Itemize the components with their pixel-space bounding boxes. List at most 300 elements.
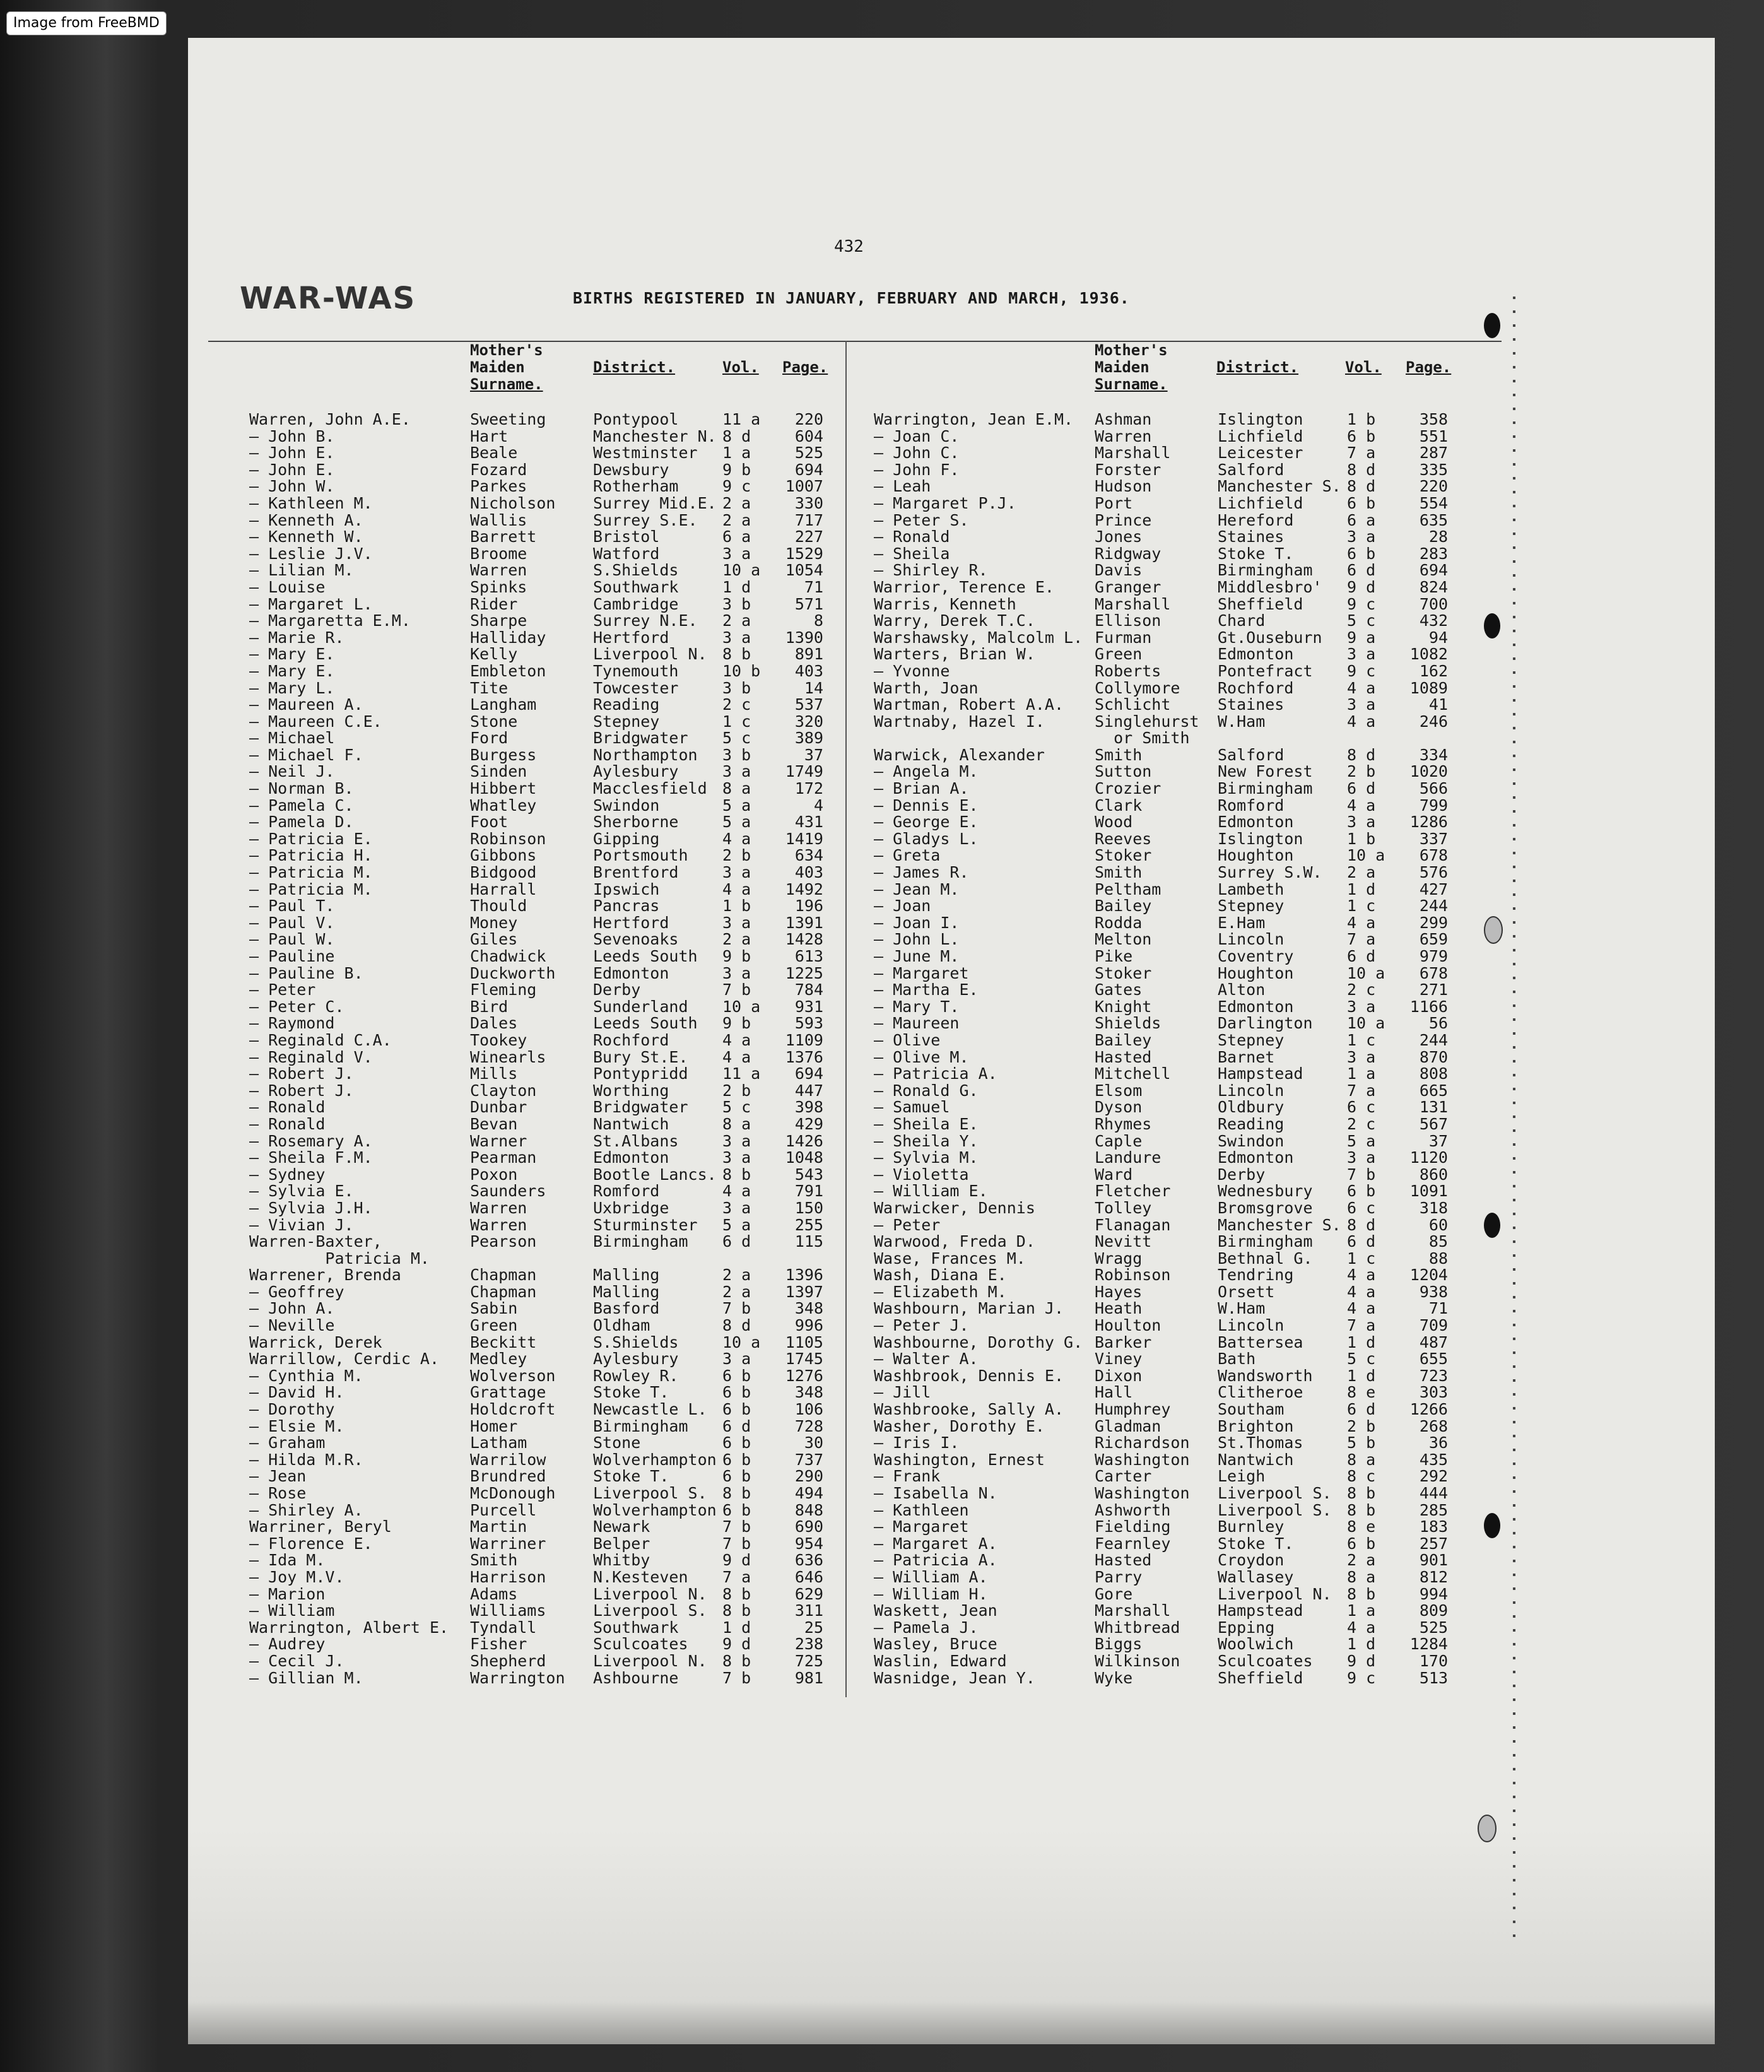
entry-page: 901	[1419, 1551, 1448, 1570]
entry-district: Towcester	[593, 678, 679, 697]
entry-name: — Pamela J.	[874, 1618, 979, 1637]
entry-page: 1391	[785, 913, 823, 932]
entry-district: Leeds South	[593, 947, 698, 965]
entry-vol: 2 a	[722, 1266, 751, 1285]
entry-vol: 5 a	[722, 813, 751, 832]
entry-name: — Mary T.	[874, 997, 960, 1016]
entry-vol: 2 b	[722, 846, 751, 865]
entry-district: Wolverhampton	[593, 1500, 717, 1519]
entry-mothers-maiden: Beale	[470, 444, 518, 462]
entry-vol: 2 a	[722, 510, 751, 529]
entry-page: 292	[1419, 1467, 1448, 1486]
entry-name: — William E.	[874, 1182, 988, 1201]
entry-page: 635	[1419, 510, 1448, 529]
entry-name: Warters, Brian W.	[874, 645, 1035, 664]
entry-page: 28	[1428, 527, 1448, 546]
entry-name: — Maureen C.E.	[249, 712, 382, 731]
entry-district: Stone	[593, 1433, 641, 1452]
binding-hole	[1484, 1513, 1500, 1538]
entry-name: Wash, Diana E.	[874, 1266, 1007, 1285]
entry-name: — Violetta	[874, 1165, 969, 1184]
right-mothers-maiden-header	[1095, 342, 1168, 393]
entry-name: Warrington, Albert E.	[249, 1618, 449, 1637]
entry-mothers-maiden: Warren	[1095, 427, 1152, 445]
entry-vol: 7 b	[722, 1517, 751, 1536]
entry-mothers-maiden: Chapman	[470, 1282, 537, 1301]
entry-mothers-maiden: Roberts	[1095, 661, 1161, 680]
entry-vol: 6 b	[1347, 427, 1376, 445]
entry-mothers-maiden: Wood	[1095, 813, 1133, 832]
entry-mothers-maiden: Tolley	[1095, 1198, 1152, 1217]
entry-page: 162	[1419, 661, 1448, 680]
entry-page: 1082	[1409, 645, 1448, 664]
entry-name: — Gillian M.	[249, 1668, 363, 1687]
entry-district: Lichfield	[1218, 493, 1303, 512]
entry-vol: 1 c	[1347, 897, 1376, 915]
entry-mothers-maiden: Hasted	[1095, 1551, 1152, 1570]
entry-district: Malling	[593, 1282, 660, 1301]
entry-mothers-maiden: Washington	[1095, 1484, 1190, 1502]
entry-vol: 7 b	[1347, 1165, 1376, 1184]
entry-vol: 6 b	[722, 1383, 751, 1402]
entry-vol: 6 d	[722, 1232, 751, 1251]
entry-page: 170	[1419, 1651, 1448, 1670]
entry-mothers-maiden: Bird	[470, 997, 509, 1016]
entry-page: 996	[794, 1316, 823, 1335]
entry-name: — Patricia M.	[249, 880, 373, 898]
entry-page: 1749	[785, 762, 823, 781]
entry-district: Hertford	[593, 628, 669, 647]
entry-page: 728	[794, 1416, 823, 1435]
entry-district: Stoke T.	[593, 1467, 669, 1486]
entry-mothers-maiden: Warriner	[470, 1534, 546, 1553]
entry-vol: 10 a	[722, 561, 761, 580]
entry-mothers-maiden: Shields	[1095, 1014, 1161, 1033]
entry-district: Macclesfield	[593, 779, 707, 798]
entry-name: — Sheila Y.	[874, 1131, 979, 1150]
entry-district: Oldbury	[1218, 1098, 1285, 1117]
entry-page: 1276	[785, 1366, 823, 1385]
entry-mothers-maiden: Warren	[470, 561, 527, 580]
entry-mothers-maiden: Hasted	[1095, 1047, 1152, 1066]
entry-name: — Dennis E.	[874, 796, 979, 815]
entry-page: 283	[1419, 544, 1448, 563]
entry-name: Waslin, Edward	[874, 1651, 1007, 1670]
header-line: Maiden	[1095, 358, 1150, 376]
entry-district: Basford	[593, 1299, 660, 1318]
entry-district: Surrey Mid.E.	[593, 493, 717, 512]
entry-page: 71	[1428, 1299, 1448, 1318]
left-page-header	[782, 359, 828, 376]
entry-vol: 3 a	[722, 1350, 751, 1369]
entry-mothers-maiden: Ashworth	[1095, 1500, 1171, 1519]
entry-name: — Cynthia M.	[249, 1366, 363, 1385]
entry-page: 14	[804, 678, 823, 697]
entry-district: Croydon	[1218, 1551, 1285, 1570]
entry-page: 403	[794, 863, 823, 882]
index-range: WAR-WAS	[240, 281, 416, 316]
entry-page: 659	[1419, 930, 1448, 949]
entry-vol: 9 d	[722, 1551, 751, 1570]
entry-page: 255	[794, 1215, 823, 1234]
entry-page: 403	[794, 661, 823, 680]
entry-page: 320	[794, 712, 823, 731]
entry-page: 629	[794, 1584, 823, 1603]
entry-district: Portsmouth	[593, 846, 688, 865]
entry-mothers-maiden: Viney	[1095, 1350, 1143, 1369]
entry-page: 444	[1419, 1484, 1448, 1502]
entry-mothers-maiden: Warren	[470, 1215, 527, 1234]
entry-page: 709	[1419, 1316, 1448, 1335]
entry-district: Lichfield	[1218, 427, 1303, 445]
entry-name: — Jean	[249, 1467, 307, 1486]
entry-mothers-maiden: Stoker	[1095, 846, 1152, 865]
entry-district: Houghton	[1218, 846, 1294, 865]
entry-district: Birmingham	[593, 1416, 688, 1435]
entry-mothers-maiden: Spinks	[470, 577, 527, 596]
entry-mothers-maiden: Pearman	[470, 1148, 537, 1167]
entry-page: 398	[794, 1098, 823, 1117]
entry-mothers-maiden: Dyson	[1095, 1098, 1143, 1117]
entry-vol: 6 b	[722, 1366, 751, 1385]
entry-mothers-maiden: Rhymes	[1095, 1114, 1152, 1133]
entry-district: Bromsgrove	[1218, 1198, 1313, 1217]
entry-mothers-maiden: Wyke	[1095, 1668, 1133, 1687]
entry-page: 30	[804, 1433, 823, 1452]
entry-page: 389	[794, 729, 823, 748]
entry-page: 809	[1419, 1601, 1448, 1620]
entry-mothers-maiden: Langham	[470, 695, 537, 714]
entry-name: — Peter J.	[874, 1316, 969, 1335]
entry-mothers-maiden: Ward	[1095, 1165, 1133, 1184]
entry-district: Pontypool	[593, 410, 679, 428]
entry-page: 299	[1419, 913, 1448, 932]
entry-name: — Marion	[249, 1584, 326, 1603]
entry-vol: 8 d	[1347, 1215, 1376, 1234]
entry-vol: 7 a	[1347, 930, 1376, 949]
entry-name: — Paul T.	[249, 897, 335, 915]
entry-name: — Mary E.	[249, 661, 335, 680]
entry-district: Stoke T.	[1218, 544, 1294, 563]
entry-name: Wartnaby, Hazel I.	[874, 712, 1045, 731]
entry-page: 1166	[1409, 997, 1448, 1016]
page-heading: BIRTHS REGISTERED IN JANUARY, FEBRUARY AND MARCH, 1936.	[573, 289, 1130, 307]
entry-vol: 9 d	[1347, 1651, 1376, 1670]
entry-district: Darlington	[1218, 1014, 1313, 1033]
entry-vol: 6 d	[1347, 779, 1376, 798]
entry-page: 432	[1419, 611, 1448, 630]
entry-name: Warren, John A.E.	[249, 410, 411, 428]
entry-district: Sheffield	[1218, 1668, 1303, 1687]
entry-district: Lambeth	[1218, 880, 1285, 898]
entry-district: New Forest	[1218, 762, 1313, 781]
entry-name: — Ronald	[874, 527, 950, 546]
entry-name: — Ronald G.	[874, 1081, 979, 1100]
entry-mothers-maiden: Whitbread	[1095, 1618, 1180, 1637]
entry-name: — Greta	[874, 846, 941, 865]
entry-name: — Rose	[249, 1484, 307, 1502]
entry-name: — Iris I.	[874, 1433, 960, 1452]
entry-vol: 3 b	[722, 745, 751, 764]
entry-name: — Sylvia J.H.	[249, 1198, 373, 1217]
entry-mothers-maiden: Davis	[1095, 561, 1143, 580]
entry-mothers-maiden: Warrilow	[470, 1450, 546, 1469]
entry-page: 1745	[785, 1350, 823, 1369]
entry-page: 551	[1419, 427, 1448, 445]
entry-vol: 2 a	[722, 611, 751, 630]
header-line: Mother's	[1095, 341, 1168, 359]
entry-district: Aylesbury	[593, 762, 679, 781]
entry-mothers-maiden: Wilkinson	[1095, 1651, 1180, 1670]
entry-name: Warrington, Jean E.M.	[874, 410, 1074, 428]
entry-vol: 6 b	[1347, 493, 1376, 512]
entry-page: 271	[1419, 980, 1448, 999]
entry-page: 737	[794, 1450, 823, 1469]
entry-district: Manchester S.	[1218, 477, 1341, 496]
entry-vol: 7 b	[722, 1668, 751, 1687]
entry-mothers-maiden: Sutton	[1095, 762, 1152, 781]
entry-name: Wasnidge, Jean Y.	[874, 1668, 1035, 1687]
entry-page: 429	[794, 1114, 823, 1133]
entry-vol: 1 c	[1347, 1030, 1376, 1049]
entry-district: Malling	[593, 1266, 660, 1285]
entry-name: — Isabella N.	[874, 1484, 997, 1502]
entry-vol: 8 e	[1347, 1383, 1376, 1402]
entry-page: 784	[794, 980, 823, 999]
entry-vol: 3 a	[722, 1131, 751, 1150]
entry-vol: 7 a	[1347, 444, 1376, 462]
entry-mothers-maiden: Hall	[1095, 1383, 1133, 1402]
entry-vol: 4 a	[1347, 1299, 1376, 1318]
entry-vol: 9 c	[1347, 594, 1376, 613]
entry-vol: 5 c	[722, 729, 751, 748]
entry-name: — Robert J.	[249, 1081, 354, 1100]
entry-name: Warwood, Freda D.	[874, 1232, 1035, 1251]
entry-name: — Leah	[874, 477, 931, 496]
entry-page: 848	[794, 1500, 823, 1519]
entry-mothers-maiden: Wragg	[1095, 1249, 1143, 1268]
entry-district: Derby	[1218, 1165, 1266, 1184]
entry-mothers-maiden: Nevitt	[1095, 1232, 1152, 1251]
entry-vol: 6 d	[1347, 1232, 1376, 1251]
entry-name: — John C.	[874, 444, 960, 462]
entry-page: 1120	[1409, 1148, 1448, 1167]
entry-district: Sherborne	[593, 813, 679, 832]
margin-dots	[1513, 297, 1515, 1937]
entry-district: Gt.Ouseburn	[1218, 628, 1322, 647]
entry-district: Bootle Lancs.	[593, 1165, 717, 1184]
entry-vol: 5 b	[1347, 1433, 1376, 1452]
entry-mothers-maiden: Saunders	[470, 1182, 546, 1201]
entry-page: 1204	[1409, 1266, 1448, 1285]
entry-vol: 2 c	[1347, 980, 1376, 999]
column-separator	[845, 341, 847, 1697]
entry-district: Pancras	[593, 897, 660, 915]
entry-name: — Margaret	[874, 1517, 969, 1536]
entry-name: — Patricia E.	[249, 829, 373, 848]
entry-name: — John F.	[874, 460, 960, 479]
entry-page: 860	[1419, 1165, 1448, 1184]
entry-mothers-maiden: Fletcher	[1095, 1182, 1171, 1201]
entry-name: — Marie R.	[249, 628, 344, 647]
entry-district: Bristol	[593, 527, 660, 546]
entry-mothers-maiden: Bailey	[1095, 1030, 1152, 1049]
entry-mothers-maiden: Ford	[470, 729, 509, 748]
source-watermark: Image from FreeBMD	[6, 11, 167, 35]
entry-district: Epping	[1218, 1618, 1275, 1637]
entry-vol: 3 a	[1347, 695, 1376, 714]
binding-hole	[1484, 613, 1500, 639]
entry-district: Ipswich	[593, 880, 660, 898]
entry-name: — William	[249, 1601, 335, 1620]
entry-page: 335	[1419, 460, 1448, 479]
entry-page: 183	[1419, 1517, 1448, 1536]
entry-vol: 8 a	[722, 1114, 751, 1133]
entry-vol: 9 c	[1347, 1668, 1376, 1687]
entry-mothers-maiden: Barrett	[470, 527, 537, 546]
entry-name: — David H.	[249, 1383, 344, 1402]
entry-mothers-maiden: Bailey	[1095, 897, 1152, 915]
entry-district: Lincoln	[1218, 930, 1285, 949]
entry-name: — Martha E.	[874, 980, 979, 999]
entry-page: 1048	[785, 1148, 823, 1167]
entry-mothers-maiden: Medley	[470, 1350, 527, 1369]
entry-mothers-maiden: Rider	[470, 594, 518, 613]
entry-name: — Hilda M.R.	[249, 1450, 363, 1469]
entry-district: Aylesbury	[593, 1350, 679, 1369]
entry-district: Bridgwater	[593, 729, 688, 748]
entry-mothers-maiden: Rodda	[1095, 913, 1143, 932]
entry-page: 567	[1419, 1114, 1448, 1133]
entry-name: — John E.	[249, 444, 335, 462]
entry-page: 1284	[1409, 1635, 1448, 1654]
entry-vol: 7 b	[722, 1534, 751, 1553]
entry-mothers-maiden: Smith	[1095, 863, 1143, 882]
entry-page: 513	[1419, 1668, 1448, 1687]
entry-mothers-maiden: Parkes	[470, 477, 527, 496]
entry-district: Salford	[1218, 745, 1285, 764]
entry-mothers-maiden: Adams	[470, 1584, 518, 1603]
entry-page: 37	[804, 745, 823, 764]
entry-mothers-maiden: Stone	[470, 712, 518, 731]
entry-page: 723	[1419, 1366, 1448, 1385]
entry-page: 290	[794, 1467, 823, 1486]
entry-mothers-maiden: Sweeting	[470, 410, 546, 428]
entry-vol: 6 b	[722, 1400, 751, 1419]
entry-vol: 7 a	[722, 1567, 751, 1586]
entry-district: Romford	[1218, 796, 1285, 815]
entry-district: Sheffield	[1218, 594, 1303, 613]
entry-mothers-maiden: Winearls	[470, 1047, 546, 1066]
entry-page: 593	[794, 1014, 823, 1033]
entry-page: 318	[1419, 1198, 1448, 1217]
entry-district: Birmingham	[1218, 561, 1313, 580]
entry-vol: 3 a	[722, 628, 751, 647]
entry-name: — James R.	[874, 863, 969, 882]
page-bottom-edge	[188, 1830, 1715, 2044]
entry-vol: 6 b	[722, 1433, 751, 1452]
entry-mothers-maiden: Port	[1095, 493, 1133, 512]
entry-mothers-maiden: Burgess	[470, 745, 537, 764]
entry-mothers-maiden: Houlton	[1095, 1316, 1161, 1335]
entry-name: — Yvonne	[874, 661, 950, 680]
entry-page: 1225	[785, 963, 823, 982]
entry-mothers-maiden: Hibbert	[470, 779, 537, 798]
left-district-header	[593, 359, 675, 376]
entry-vol: 8 b	[722, 1601, 751, 1620]
entry-page: 525	[1419, 1618, 1448, 1637]
entry-district: Sculcoates	[1218, 1651, 1313, 1670]
entry-mothers-maiden: Biggs	[1095, 1635, 1143, 1654]
entry-mothers-maiden: Ellison	[1095, 611, 1161, 630]
entry-vol: 8 b	[1347, 1584, 1376, 1603]
entry-page: 1089	[1409, 678, 1448, 697]
entry-page: 799	[1419, 796, 1448, 815]
entry-page: 576	[1419, 863, 1448, 882]
entry-district: Stoke T.	[1218, 1534, 1294, 1553]
entry-district: Newark	[593, 1517, 650, 1536]
right-vol-header	[1345, 359, 1382, 376]
entry-name: Wase, Frances M.	[874, 1249, 1026, 1268]
entry-page: 700	[1419, 594, 1448, 613]
entry-vol: 2 c	[1347, 1114, 1376, 1133]
entry-page: 447	[794, 1081, 823, 1100]
entry-district: Pontefract	[1218, 661, 1313, 680]
entry-page: 1529	[785, 544, 823, 563]
entry-name: — Brian A.	[874, 779, 969, 798]
entry-page: 348	[794, 1383, 823, 1402]
header-line: Surname.	[470, 375, 543, 393]
entry-district: Islington	[1218, 829, 1303, 848]
entry-page: 1396	[785, 1266, 823, 1285]
entry-page: 1109	[785, 1030, 823, 1049]
header-line: Page.	[1406, 358, 1452, 376]
entry-district: Wandsworth	[1218, 1366, 1313, 1385]
entry-name: — Raymond	[249, 1014, 335, 1033]
entry-name: Washbourn, Marian J.	[874, 1299, 1064, 1318]
entry-vol: 6 b	[1347, 1182, 1376, 1201]
entry-vol: 8 d	[1347, 745, 1376, 764]
entry-mothers-maiden: Wolverson	[470, 1366, 556, 1385]
entry-name: Washbrooke, Sally A.	[874, 1400, 1064, 1419]
entry-district: Liverpool N.	[593, 1584, 707, 1603]
entry-vol: 1 d	[722, 1618, 751, 1637]
binding-hole	[1484, 1213, 1500, 1238]
entry-district: Nantwich	[1218, 1450, 1294, 1469]
entry-mothers-maiden: Sharpe	[470, 611, 527, 630]
entry-district: Tynemouth	[593, 661, 679, 680]
entry-page: 4	[813, 796, 823, 815]
entry-vol: 6 c	[1347, 1198, 1376, 1217]
entry-name: — Angela M.	[874, 762, 979, 781]
entry-page: 634	[794, 846, 823, 865]
entry-district: Southam	[1218, 1400, 1285, 1419]
entry-vol: 2 c	[722, 695, 751, 714]
entry-page: 678	[1419, 963, 1448, 982]
entry-district: Hampstead	[1218, 1064, 1303, 1083]
entry-page: 646	[794, 1567, 823, 1586]
entry-page: 494	[794, 1484, 823, 1502]
entry-mothers-maiden: Melton	[1095, 930, 1152, 949]
entry-vol: 6 d	[1347, 1400, 1376, 1419]
entry-district: Whitby	[593, 1551, 650, 1570]
entry-district: Houghton	[1218, 963, 1294, 982]
entry-page: 1020	[1409, 762, 1448, 781]
entry-name: Warry, Derek T.C.	[874, 611, 1035, 630]
entry-name: — Reginald V.	[249, 1047, 373, 1066]
entry-district: Stepney	[593, 712, 660, 731]
entry-name: — George E.	[874, 813, 979, 832]
